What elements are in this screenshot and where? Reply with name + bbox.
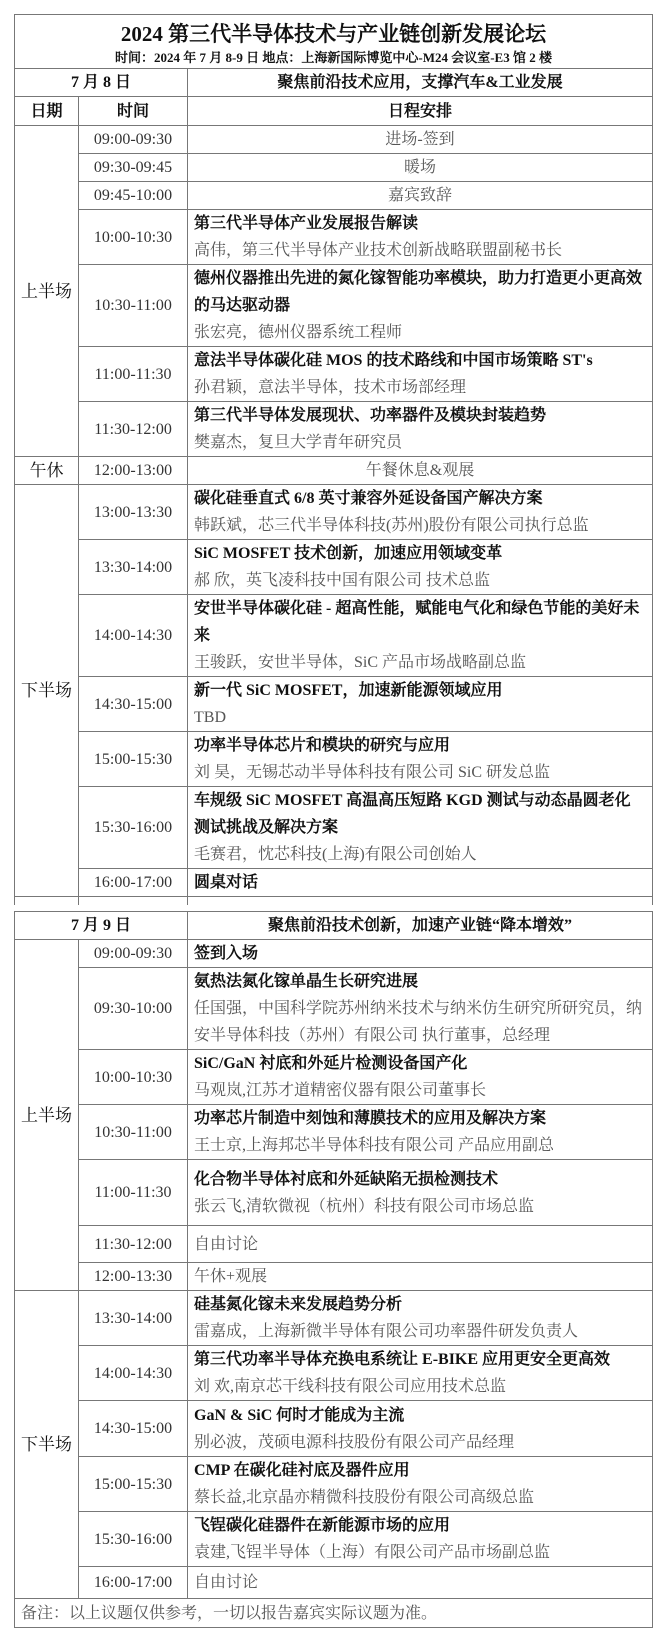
section-label: 上半场 [15,940,79,1291]
day-theme: 聚焦前沿技术创新，加速产业链“降本增效” [188,912,653,940]
time-slot: 11:30-12:00 [79,402,188,457]
schedule-row [15,732,653,787]
time-slot: 14:00-14:30 [79,595,188,677]
speaker: 张宏亮，德州仪器系统工程师 [194,324,403,341]
schedule-row [15,1263,653,1291]
talk-title: 圆桌对话 [194,874,259,891]
speaker: 张云飞,清软微视（杭州）科技有限公司市场总监 [194,1197,535,1215]
agenda-cell [188,787,653,869]
speaker: 孙君颖，意法半导体，技术市场部经理 [194,379,467,396]
agenda-cell [188,1105,653,1160]
talk-title: GaN & SiC 何时才能成为主流 [194,1406,405,1424]
speaker: 马观岚,江苏才道精密仪器有限公司董事长 [194,1082,487,1099]
time-slot: 15:00-15:30 [79,1457,188,1512]
time-slot: 09:45-10:00 [79,182,188,210]
time-slot: 12:00-13:30 [79,1263,188,1291]
agenda-cell [188,677,653,732]
schedule-row [15,677,653,732]
schedule-row [15,869,653,897]
day-header-row [15,912,653,940]
schedule-row [15,126,653,154]
time-slot: 13:30-14:00 [79,1291,188,1346]
time-slot: 09:30-09:45 [79,154,188,182]
agenda-cell [188,595,653,677]
day2-schedule-table [14,911,653,1628]
col-time: 时间 [79,97,188,126]
talk-title: 第三代半导体产业发展报告解读 [194,215,419,232]
agenda-item: 暖场 [188,154,653,182]
time-slot: 14:30-15:00 [79,1401,188,1457]
speaker: 任国强，中国科学院苏州纳米技术与纳米仿生研究所研究员，纳安半导体科技（苏州）有限公司 执行董事，总经理 [194,1000,643,1044]
time-slot: 12:00-13:00 [79,457,188,485]
time-slot: 09:30-10:00 [79,968,188,1050]
agenda-cell [188,265,653,347]
speaker: 樊嘉杰，复旦大学青年研究员 [194,434,403,451]
agenda-item: 进场-签到 [188,126,653,154]
talk-title: 安世半导体碳化硅 - 超高性能，赋能电气化和绿色节能的美好未来 [194,600,640,644]
schedule-row [15,485,653,540]
schedule-row [15,540,653,595]
talk-title: 第三代功率半导体充换电系统让 E-BIKE 应用更安全更高效 [194,1351,611,1368]
time-slot: 16:00-17:00 [79,1567,188,1599]
agenda-cell [188,1457,653,1512]
speaker: 王骏跃，安世半导体，SiC 产品市场战略副总监 [194,654,527,671]
talk-title: 硅基氮化镓未来发展趋势分析 [194,1296,403,1313]
schedule-row [15,1105,653,1160]
talk-title: 德州仪器推出先进的氮化镓智能功率模块，助力打造更小更高效的马达驱动器 [194,270,643,314]
schedule-row [15,1346,653,1401]
schedule-row [15,1512,653,1567]
schedule-row [15,1226,653,1263]
schedule-row [15,595,653,677]
agenda-cell [188,347,653,402]
day-date: 7 月 9 日 [15,912,188,940]
schedule-row [15,1457,653,1512]
speaker: 王士京,上海邦芯半导体科技有限公司 产品应用副总 [194,1137,555,1154]
schedule-row [15,1567,653,1599]
schedule-row [15,154,653,182]
day-theme: 聚焦前沿技术应用，支撑汽车&工业发展 [188,69,653,97]
day-date: 7 月 8 日 [15,69,188,97]
time-slot: 11:30-12:00 [79,1226,188,1263]
agenda-cell [188,1160,653,1226]
time-slot: 15:30-16:00 [79,1512,188,1567]
talk-title: 飞锃碳化硅器件在新能源市场的应用 [194,1517,451,1534]
talk-title: 氨热法氮化镓单晶生长研究进展 [194,973,419,990]
agenda-cell [188,1512,653,1567]
agenda-item: 午餐休息&观展 [188,457,653,485]
schedule-row [15,968,653,1050]
agenda-cell [188,402,653,457]
schedule-row [15,457,653,485]
time-slot: 13:00-13:30 [79,485,188,540]
talk-title: 新一代 SiC MOSFET，加速新能源领域应用 [194,682,503,699]
day1-schedule-table [14,14,653,905]
time-slot: 09:00-09:30 [79,940,188,968]
talk-title: 车规级 SiC MOSFET 高温高压短路 KGD 测试与动态晶圆老化测试挑战及解决方案 [194,792,631,836]
talk-title: 意法半导体碳化硅 MOS 的技术路线和中国市场策略 ST's [194,352,593,369]
talk-title: CMP 在碳化硅衬底及器件应用 [194,1462,410,1479]
agenda-cell [188,869,653,897]
agenda-cell [188,485,653,540]
time-slot: 14:30-15:00 [79,677,188,732]
col-agenda: 日程安排 [188,97,653,126]
agenda-item: 嘉宾致辞 [188,182,653,210]
schedule-row [15,402,653,457]
agenda-cell [188,1050,653,1105]
agenda-cell [188,1291,653,1346]
schedule-row [15,940,653,968]
empty-cell [79,897,188,906]
schedule-row [15,787,653,869]
time-slot: 13:30-14:00 [79,540,188,595]
agenda-cell [188,940,653,968]
section-label: 午休 [15,457,79,485]
speaker: 高伟，第三代半导体产业技术创新战略联盟副秘书长 [194,242,563,259]
agenda-item: 自由讨论 [188,1226,653,1263]
agenda-cell [188,968,653,1050]
time-slot: 11:00-11:30 [79,1160,188,1226]
agenda-cell [188,540,653,595]
page-title: 2024 第三代半导体技术与产业链创新发展论坛 [120,21,547,46]
talk-title: 第三代半导体发展现状、功率器件及模块封装趋势 [194,407,547,424]
time-slot: 11:00-11:30 [79,347,188,402]
talk-title: 功率半导体芯片和模块的研究与应用 [194,737,451,754]
time-slot: 10:00-10:30 [79,210,188,265]
empty-cell [188,897,653,906]
title-row [15,15,653,69]
speaker: 别必波，茂硕电源科技股份有限公司产品经理 [194,1433,515,1451]
talk-title: 功率芯片制造中刻蚀和薄膜技术的应用及解决方案 [194,1110,547,1127]
schedule-row [15,347,653,402]
talk-title: 签到入场 [194,945,259,962]
talk-title: SiC MOSFET 技术创新，加速应用领域变革 [194,545,503,562]
agenda-cell [188,210,653,265]
schedule-row [15,182,653,210]
schedule-row [15,210,653,265]
speaker: 袁建,飞锃半导体（上海）有限公司产品市场副总监 [194,1544,551,1561]
event-info: 时间：2024 年 7 月 8-9 日 地点：上海新国际博览中心-M24 会议室-E3 馆 2 楼 [115,49,552,65]
time-slot: 15:30-16:00 [79,787,188,869]
speaker: 蔡长益,北京晶亦精微科技股份有限公司高级总监 [194,1489,535,1506]
speaker: 刘 昊，无锡芯动半导体科技有限公司 SiC 研发总监 [194,764,551,781]
section-label: 下半场 [15,485,79,897]
speaker: TBD [194,709,226,726]
note-row [15,1599,653,1628]
talk-title: 化合物半导体衬底和外延缺陷无损检测技术 [194,1170,499,1188]
schedule-row [15,1160,653,1226]
table-trailing-space [15,897,653,906]
time-slot: 09:00-09:30 [79,126,188,154]
day-header-row [15,69,653,97]
talk-title: SiC/GaN 衬底和外延片检测设备国产化 [194,1055,468,1072]
schedule-row [15,265,653,347]
col-date: 日期 [15,97,79,126]
talk-title: 碳化硅垂直式 6/8 英寸兼容外延设备国产解决方案 [194,490,543,507]
agenda-item: 午休+观展 [188,1263,653,1291]
time-slot: 15:00-15:30 [79,732,188,787]
section-label: 下半场 [15,1291,79,1599]
agenda-cell [188,1401,653,1457]
speaker: 韩跃斌，芯三代半导体科技(苏州)股份有限公司执行总监 [194,517,589,534]
speaker: 刘 欢,南京芯干线科技有限公司应用技术总监 [194,1378,507,1395]
schedule-row [15,1291,653,1346]
column-header-row [15,97,653,126]
time-slot: 10:00-10:30 [79,1050,188,1105]
time-slot: 14:00-14:30 [79,1346,188,1401]
speaker: 毛赛君，忱芯科技(上海)有限公司创始人 [194,846,477,863]
speaker: 雷嘉成，上海新微半导体有限公司功率器件研发负责人 [194,1323,579,1340]
time-slot: 10:30-11:00 [79,265,188,347]
schedule-row [15,1050,653,1105]
agenda-cell [188,1346,653,1401]
section-label: 上半场 [15,126,79,457]
empty-cell [15,897,79,906]
note: 备注：以上议题仅供参考，一切以报告嘉宾实际议题为准。 [15,1599,653,1628]
time-slot: 10:30-11:00 [79,1105,188,1160]
time-slot: 16:00-17:00 [79,869,188,897]
speaker: 郝 欣，英飞凌科技中国有限公司 技术总监 [194,572,491,589]
schedule-row [15,1401,653,1457]
agenda-item: 自由讨论 [188,1567,653,1599]
agenda-cell [188,732,653,787]
